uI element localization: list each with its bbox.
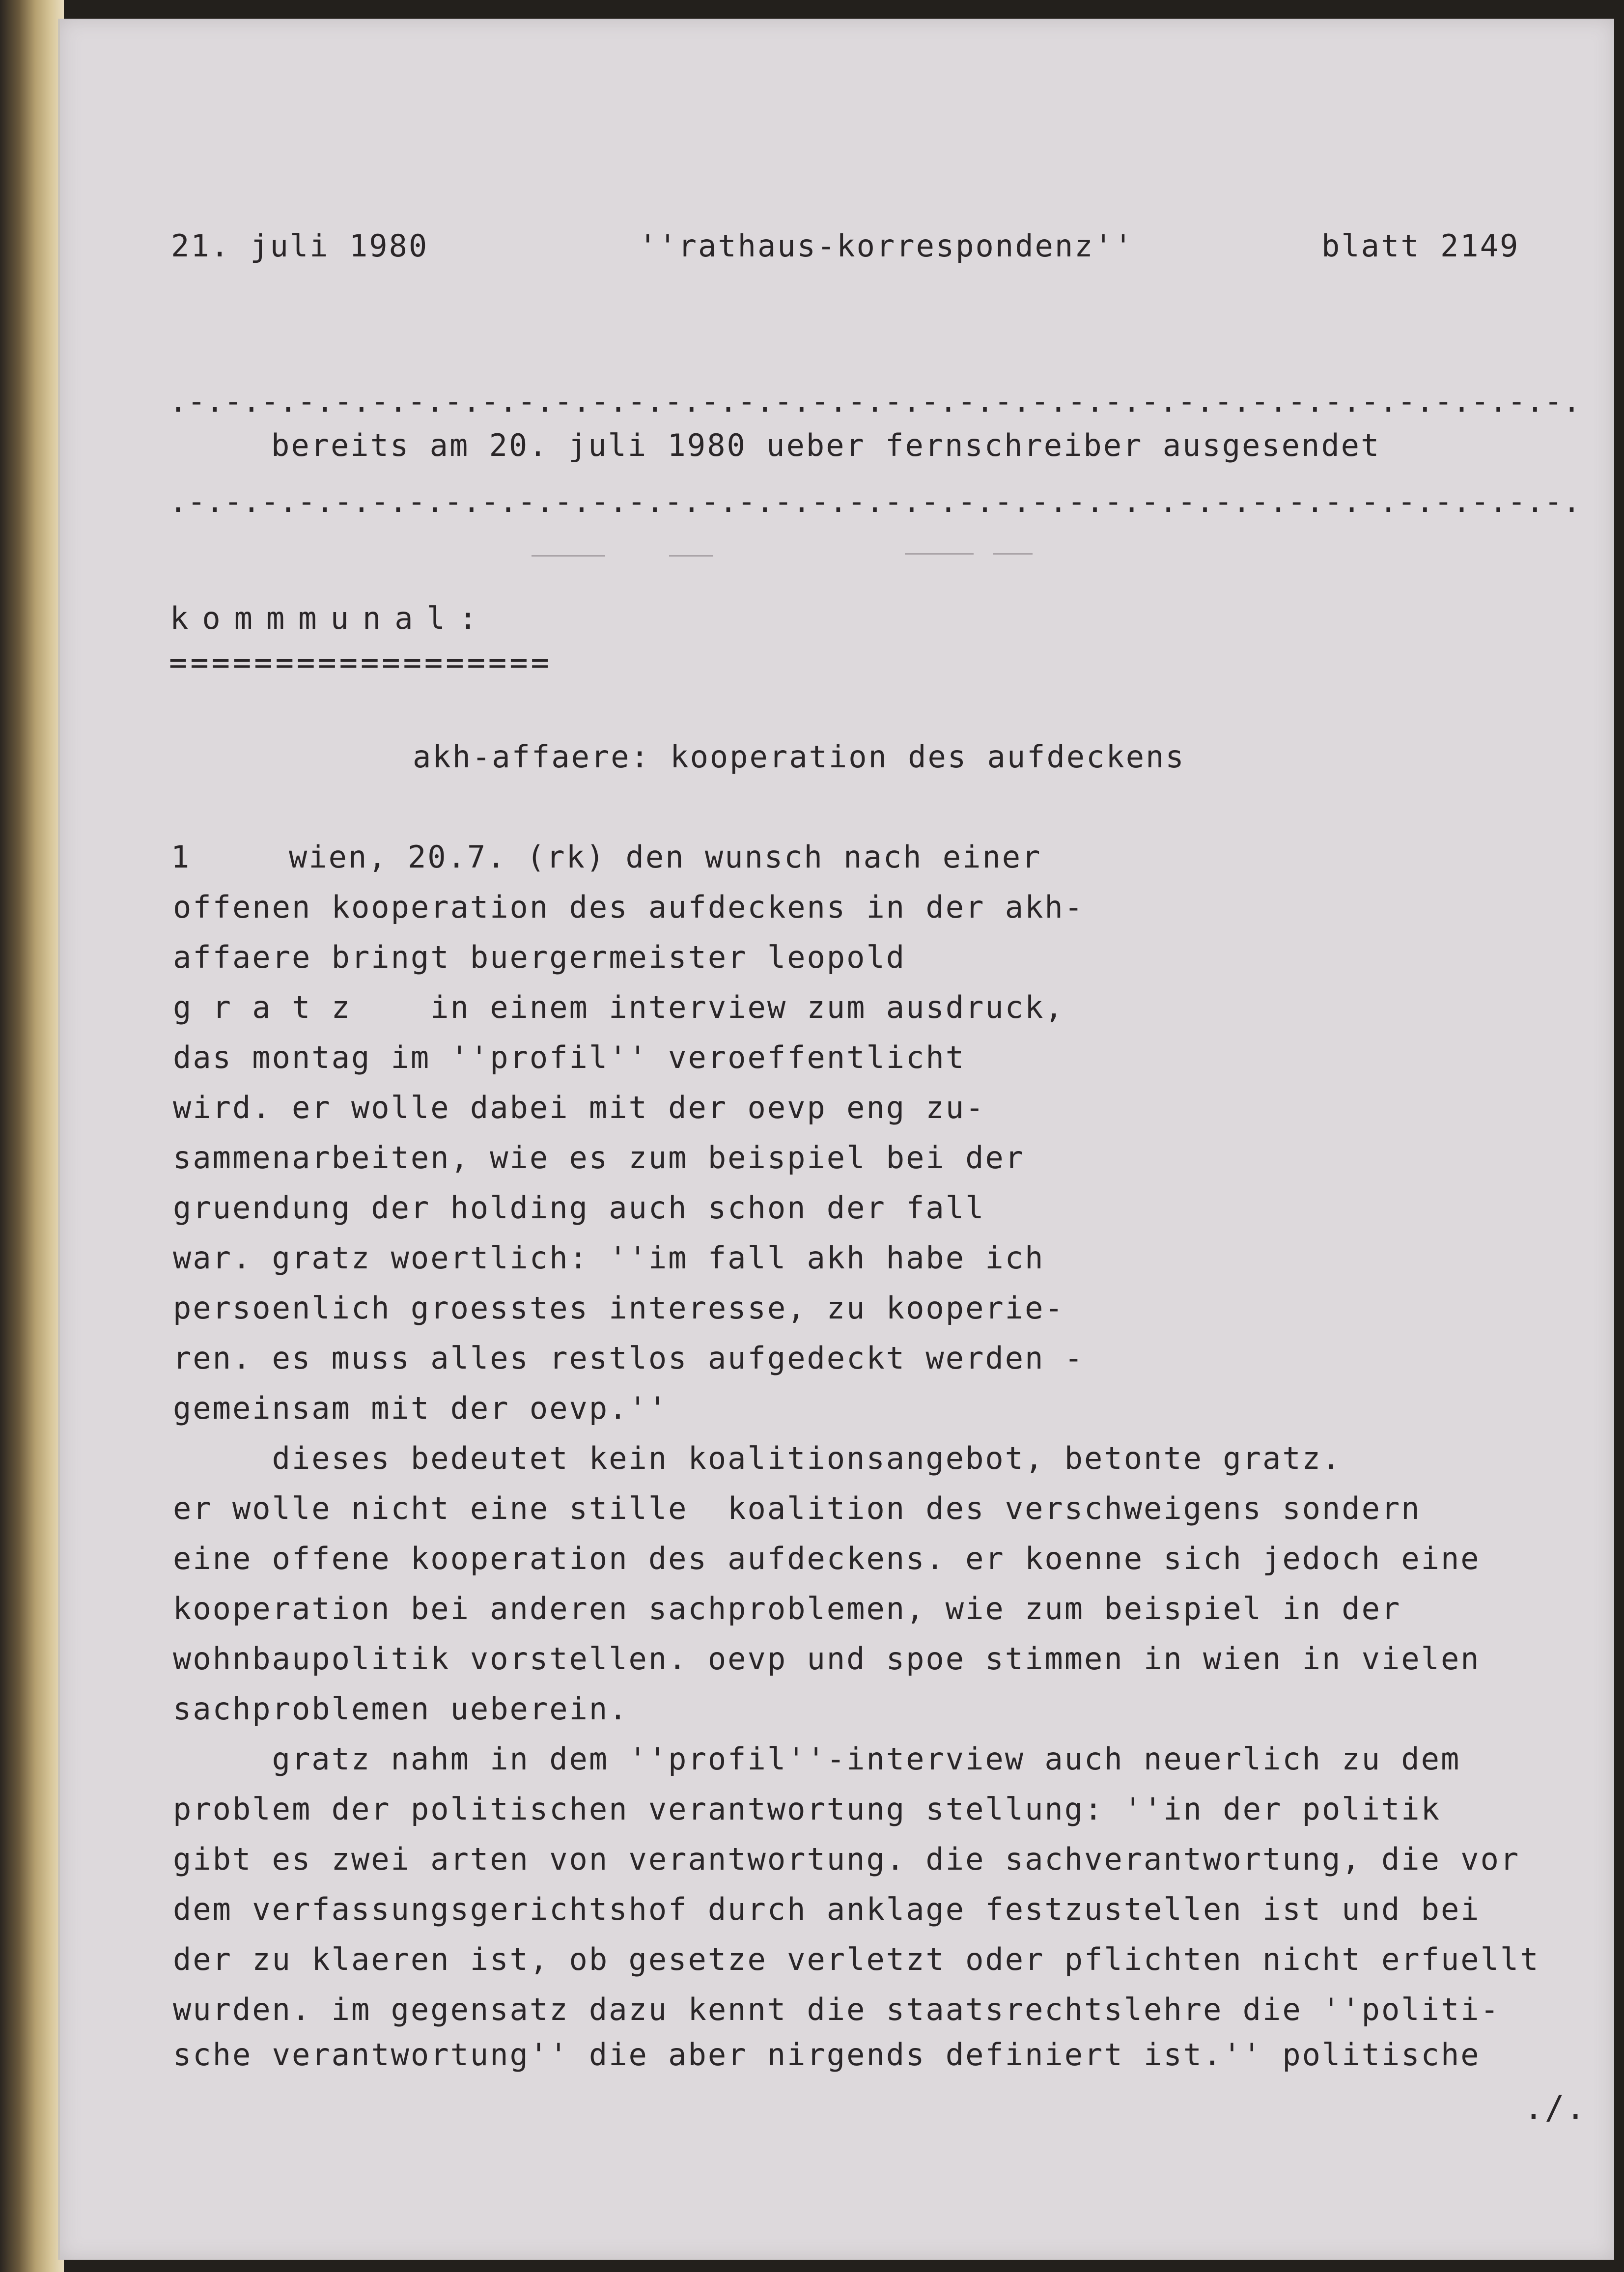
article-line: gruendung der holding auch schon der fall [173, 1190, 985, 1226]
header-sheet-number: blatt 2149 [1321, 228, 1520, 264]
faint-mark [993, 553, 1033, 555]
article-line: dieses bedeutet kein koalitionsangebot, betonte gratz. [173, 1440, 1342, 1476]
article-line: der zu klaeren ist, ob gesetze verletzt oder pflichten nicht erfuellt [173, 1941, 1540, 1977]
header-date: 21. juli 1980 [171, 228, 429, 264]
article-line: offenen kooperation des aufdeckens in der akh- [173, 889, 1085, 925]
article-line: sammenarbeiten, wie es zum beispiel bei der [173, 1140, 1025, 1176]
transmission-note: bereits am 20. juli 1980 ueber fernschreiber ausgesendet [271, 427, 1381, 463]
article-line: kooperation bei anderen sachproblemen, wie zum beispiel in der [173, 1591, 1401, 1627]
faint-mark [532, 555, 605, 557]
article-line: gibt es zwei arten von verantwortung. die sachverantwortung, die vor [173, 1841, 1520, 1877]
article-line: er wolle nicht eine stille koalition des verschweigens sondern [173, 1490, 1421, 1526]
article-line: sachproblemen ueberein. [173, 1691, 629, 1727]
article-title: akh-affaere: kooperation des aufdeckens [413, 739, 1185, 775]
article-line: wien, 20.7. (rk) den wunsch nach einer [289, 839, 1042, 875]
article-line: wurden. im gegensatz dazu kennt die staatsrechtslehre die ''politi- [173, 1992, 1500, 2027]
section-heading: kommmunal: [170, 600, 491, 636]
dash-separator-top: .-.-.-.-.-.-.-.-.-.-.-.-.-.-.-.-.-.-.-.-.-.-.-.-.-.-.-.-.-.-.-.-.-.-.-.-.-.-. [169, 383, 1581, 419]
article-line: dem verfassungsgerichtshof durch anklage festzustellen ist und bei [173, 1891, 1481, 1927]
header-publication: ''rathaus-korrespondenz'' [639, 228, 1134, 264]
faint-mark [669, 555, 713, 557]
article-line: gratz nahm in dem ''profil''-interview auch neuerlich zu dem [173, 1741, 1461, 1777]
continuation-mark: ./. [1524, 2089, 1587, 2127]
article-line: gemeinsam mit der oevp.'' [173, 1390, 669, 1426]
article-line: persoenlich groesstes interesse, zu kooperie- [173, 1290, 1064, 1326]
article-line: eine offene kooperation des aufdeckens. er koenne sich jedoch eine [173, 1541, 1481, 1576]
document-page [58, 19, 1614, 2260]
faint-mark [905, 553, 974, 555]
article-line: affaere bringt buergermeister leopold [173, 939, 906, 975]
article-line: sche verantwortung'' die aber nirgends definiert ist.'' politische [173, 2037, 1481, 2073]
article-line: problem der politischen verantwortung stellung: ''in der politik [173, 1791, 1441, 1827]
article-line: wohnbaupolitik vorstellen. oevp und spoe stimmen in wien in vielen [173, 1641, 1481, 1677]
article-line: g r a t z in einem interview zum ausdruck, [173, 989, 1064, 1025]
article-line: ren. es muss alles restlos aufgedeckt werden - [173, 1340, 1085, 1376]
article-number: 1 [171, 839, 191, 875]
dash-separator-bottom: .-.-.-.-.-.-.-.-.-.-.-.-.-.-.-.-.-.-.-.-.-.-.-.-.-.-.-.-.-.-.-.-.-.-.-.-.-.-. [169, 483, 1581, 519]
article-line: das montag im ''profil'' veroeffentlicht [173, 1039, 966, 1075]
section-underline: ================== [169, 645, 552, 680]
article-line: war. gratz woertlich: ''im fall akh habe ich [173, 1240, 1045, 1276]
article-line: wird. er wolle dabei mit der oevp eng zu- [173, 1090, 985, 1125]
book-binding [0, 0, 64, 2272]
